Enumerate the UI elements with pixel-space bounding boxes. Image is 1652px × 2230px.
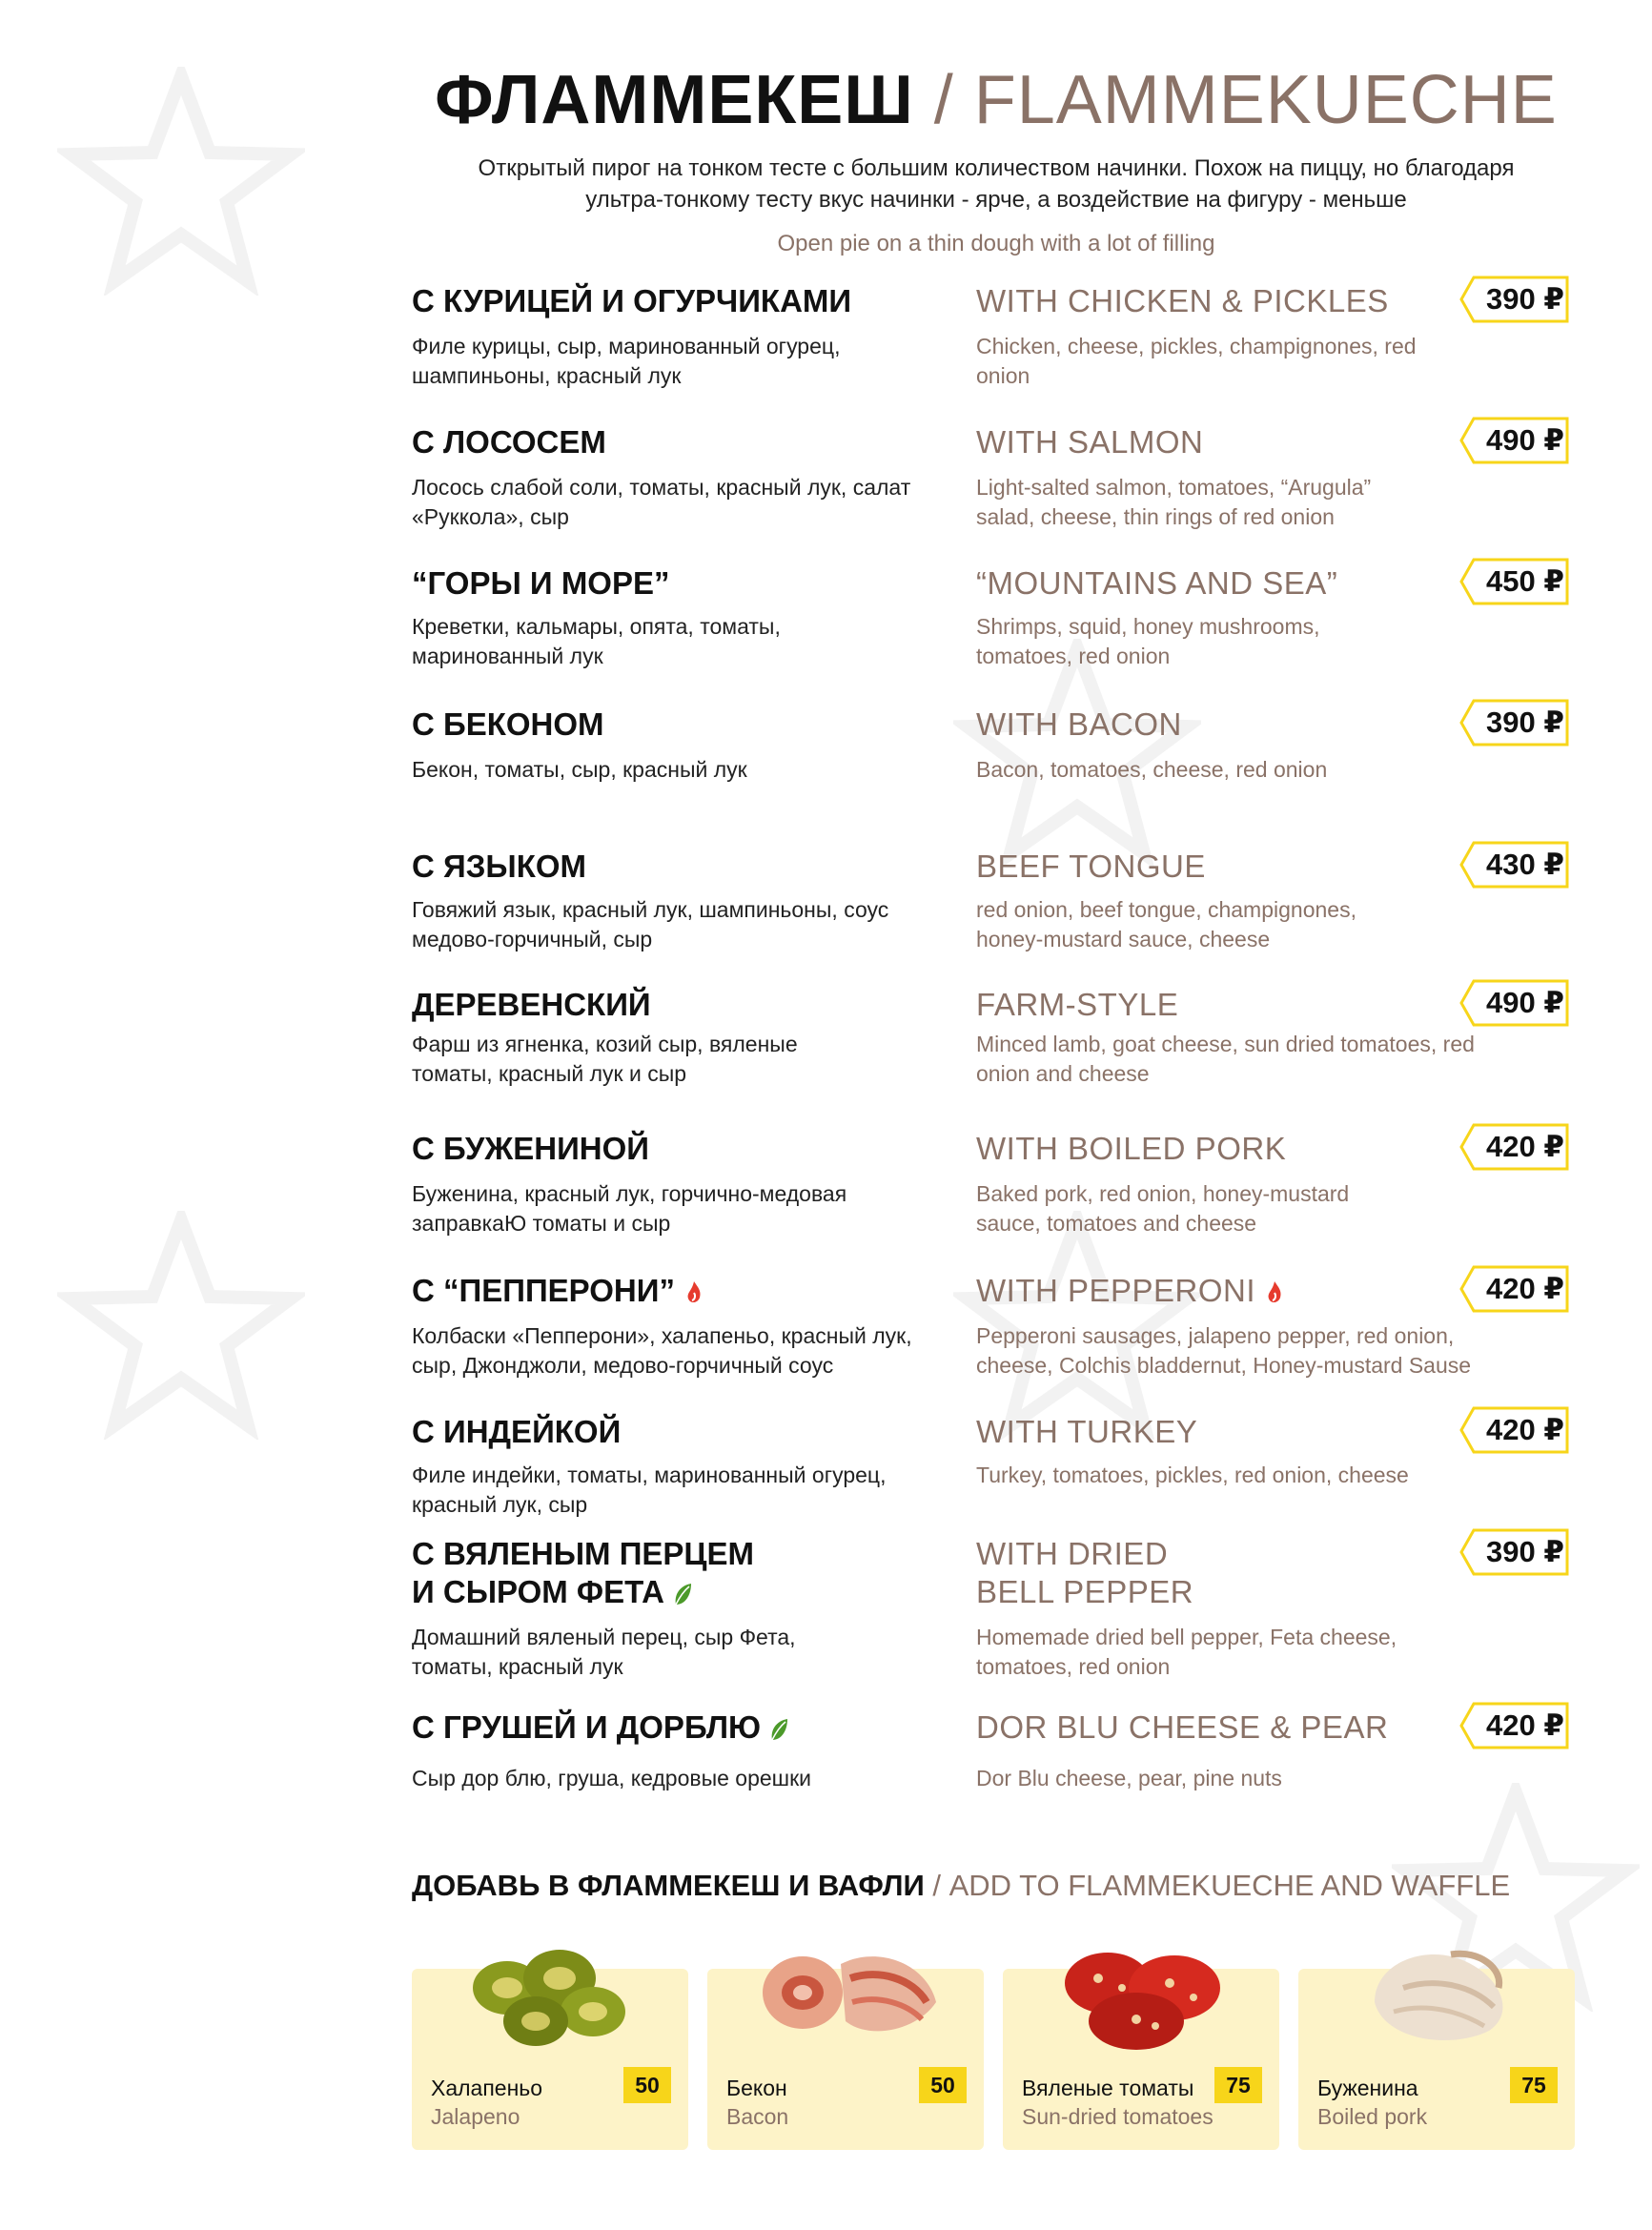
title-ru: ФЛАММЕКЕШ: [435, 62, 914, 138]
item-name-ru: С КУРИЦЕЙ И ОГУРЧИКАМИ: [412, 283, 852, 318]
addons-title-en: ADD TO FLAMMEKUECHE AND WAFFLE: [948, 1869, 1511, 1902]
menu-item: [412, 1130, 1575, 1263]
intro-en: Open pie on a thin dough with a lot of filling: [777, 231, 1215, 256]
item-desc-ru: Домашний вяленый перец, сыр Фета, томаты, красный лук: [412, 1625, 796, 1679]
price-tag: [1458, 1701, 1571, 1750]
addon-name-ru: Бекон: [726, 2076, 787, 2100]
addons-title: [412, 1867, 1613, 1905]
boiled-pork-image: [1336, 1935, 1537, 2059]
item-name-en-line-2: BELL PEPPER: [976, 1574, 1194, 1609]
item-desc-en: Chicken, cheese, pickles, champignones, red onion: [976, 334, 1417, 388]
item-name-ru-text: С “ПЕППЕРОНИ”: [412, 1273, 675, 1308]
item-name-en: “MOUNTAINS AND SEA”: [976, 565, 1338, 601]
menu-item: [412, 1413, 1575, 1546]
item-desc-en: Homemade dried bell pepper, Feta cheese, tomatoes, red onion: [976, 1625, 1397, 1679]
item-desc-ru: Креветки, кальмары, опята, томаты, маринованный лук: [412, 614, 781, 668]
leaf-icon: [672, 1582, 693, 1606]
item-name-ru-line-2-text: И СЫРОМ ФЕТА: [412, 1574, 665, 1609]
intro-ru-line-1: Открытый пирог на тонком тесте с большим количеством начинки. Похож на пиццу, но благодаря: [478, 155, 1515, 181]
title-separator: /: [933, 62, 954, 138]
item-name-en: WITH BACON: [976, 706, 1182, 742]
item-name-ru-line-2: [412, 1573, 965, 1611]
price-tag: [1458, 275, 1571, 324]
addon-card: [1298, 1969, 1575, 2150]
price-tag: [1458, 416, 1571, 465]
item-name-ru: С БУЖЕНИНОЙ: [412, 1131, 650, 1166]
menu-item: [412, 282, 1575, 416]
item-name-ru: С ИНДЕЙКОЙ: [412, 1414, 622, 1449]
item-price: 490 ₽: [1486, 423, 1564, 457]
item-name-en: WITH CHICKEN & PICKLES: [976, 283, 1389, 318]
bacon-image: [745, 1935, 946, 2059]
price-tag: [1458, 1264, 1571, 1314]
addon-card: [707, 1969, 984, 2150]
item-desc-en: Minced lamb, goat cheese, sun dried tomatoes, red onion and cheese: [976, 1032, 1475, 1086]
item-price: 390 ₽: [1486, 282, 1564, 316]
chili-icon: [1265, 1279, 1284, 1306]
item-name-en: WITH BOILED PORK: [976, 1131, 1287, 1166]
price-tag: [1458, 840, 1571, 890]
item-desc-ru: Колбаски «Пепперони», халапеньо, красный лук, сыр, Джонджоли, медово-горчичный соус: [412, 1323, 912, 1378]
jalapeno-image: [450, 1935, 650, 2059]
addon-price: 75: [1214, 2067, 1262, 2103]
intro-ru: [381, 153, 1611, 215]
menu-item: [412, 423, 1575, 557]
item-name-ru: С БЕКОНОМ: [412, 706, 604, 742]
addon-name-ru: Буженина: [1317, 2076, 1418, 2100]
menu-item: [412, 1535, 1575, 1697]
item-desc-en: Light-salted salmon, tomatoes, “Arugula” salad, cheese, thin rings of red onion: [976, 475, 1372, 529]
price-tag: [1458, 1122, 1571, 1172]
item-price: 420 ₽: [1486, 1708, 1564, 1742]
item-price: 420 ₽: [1486, 1272, 1564, 1305]
item-name-ru: [412, 1535, 965, 1611]
watermark-logo-icon: [57, 1211, 305, 1440]
item-name-ru: [412, 1272, 965, 1310]
addon-name-ru: Халапеньо: [431, 2076, 543, 2100]
item-desc-ru: Филе индейки, томаты, маринованный огурец, красный лук, сыр: [412, 1463, 887, 1517]
item-desc-ru: Филе курицы, сыр, маринованный огурец, шампиньоны, красный лук: [412, 334, 841, 388]
item-name-ru-text: С ГРУШЕЙ И ДОРБЛЮ: [412, 1709, 762, 1745]
addon-card: [412, 1969, 688, 2150]
sun-dried-tomatoes-image: [1041, 1935, 1241, 2059]
menu-item: [412, 564, 1575, 698]
item-desc-en: Turkey, tomatoes, pickles, red onion, cheese: [976, 1463, 1409, 1487]
addon-name-en: Sun-dried tomatoes: [1022, 2104, 1214, 2129]
item-name-en: [976, 1535, 1434, 1611]
price-tag: [1458, 978, 1571, 1028]
item-name-en: DOR BLU CHEESE & PEAR: [976, 1709, 1389, 1745]
item-name-en: WITH TURKEY: [976, 1414, 1198, 1449]
addon-price: 50: [623, 2067, 671, 2103]
item-desc-en: Dor Blu cheese, pear, pine nuts: [976, 1766, 1282, 1790]
item-price: 420 ₽: [1486, 1413, 1564, 1446]
price-tag: [1458, 698, 1571, 747]
addons-title-separator: /: [932, 1869, 941, 1902]
item-name-en-line-1: WITH DRIED: [976, 1536, 1169, 1571]
item-name-ru: С ЯЗЫКОМ: [412, 849, 586, 884]
item-name-en: WITH SALMON: [976, 424, 1204, 460]
item-desc-ru: Бекон, томаты, сыр, красный лук: [412, 757, 747, 782]
menu-item: [412, 848, 1575, 981]
page-title: [0, 59, 1652, 141]
item-price: 390 ₽: [1486, 706, 1564, 739]
item-desc-en: Shrimps, squid, honey mushrooms, tomatoes, red onion: [976, 614, 1320, 668]
menu-item: [412, 1272, 1575, 1405]
leaf-icon: [768, 1717, 789, 1742]
addon-name-en: Jalapeno: [431, 2104, 520, 2129]
addon-name-en: Boiled pork: [1317, 2104, 1428, 2129]
item-desc-en: Bacon, tomatoes, cheese, red onion: [976, 757, 1328, 782]
chili-icon: [684, 1279, 704, 1306]
item-name-en: BEEF TONGUE: [976, 849, 1206, 884]
item-name-en-text: WITH PEPPERONI: [976, 1273, 1256, 1308]
addons-title-ru: ДОБАВЬ В ФЛАММЕКЕШ И ВАФЛИ: [412, 1869, 925, 1902]
addon-name-en: Bacon: [726, 2104, 789, 2129]
item-price: 490 ₽: [1486, 986, 1564, 1019]
addon-card: [1003, 1969, 1279, 2150]
price-tag: [1458, 1527, 1571, 1577]
item-name-ru: С ЛОСОСЕМ: [412, 424, 606, 460]
intro-ru-line-2: ультра-тонкому тесту вкус начинки - ярче, а воздействие на фигуру - меньше: [585, 187, 1407, 213]
price-tag: [1458, 557, 1571, 606]
item-name-ru: “ГОРЫ И МОРЕ”: [412, 565, 670, 601]
item-desc-en: Pepperoni sausages, jalapeno pepper, red onion, cheese, Colchis bladdernut, Honey-mustard Sause: [976, 1323, 1472, 1378]
item-desc-ru: Буженина, красный лук, горчично-медовая заправкаЮ томаты и сыр: [412, 1181, 847, 1236]
item-name-ru: [412, 1708, 965, 1747]
addon-name-ru: Вяленые томаты: [1022, 2076, 1194, 2100]
price-tag: [1458, 1405, 1571, 1455]
item-price: 450 ₽: [1486, 564, 1564, 598]
item-price: 390 ₽: [1486, 1535, 1564, 1568]
addon-price: 75: [1510, 2067, 1558, 2103]
item-name-ru: ДЕРЕВЕНСКИЙ: [412, 987, 651, 1022]
item-desc-ru: Говяжий язык, красный лук, шампиньоны, соус медово-горчичный, сыр: [412, 897, 889, 951]
title-en: FLAMMEKUECHE: [973, 62, 1558, 138]
item-name-ru-line-1: С ВЯЛЕНЫМ ПЕРЦЕМ: [412, 1536, 755, 1571]
item-desc-en: Baked pork, red onion, honey-mustard sauce, tomatoes and cheese: [976, 1181, 1350, 1236]
menu-item: [412, 706, 1575, 839]
item-desc-en: red onion, beef tongue, champignones, honey-mustard sauce, cheese: [976, 897, 1356, 951]
item-desc-ru: Сыр дор блю, груша, кедровые орешки: [412, 1766, 812, 1790]
item-price: 430 ₽: [1486, 848, 1564, 881]
menu-item: [412, 986, 1575, 1119]
item-name-en: [976, 1272, 1434, 1310]
addon-price: 50: [919, 2067, 967, 2103]
menu-item: [412, 1708, 1575, 1842]
item-desc-ru: Лосось слабой соли, томаты, красный лук, салат «Руккола», сыр: [412, 475, 911, 529]
item-name-en: FARM-STYLE: [976, 987, 1179, 1022]
item-price: 420 ₽: [1486, 1130, 1564, 1163]
item-desc-ru: Фарш из ягненка, козий сыр, вяленые томаты, красный лук и сыр: [412, 1032, 798, 1086]
